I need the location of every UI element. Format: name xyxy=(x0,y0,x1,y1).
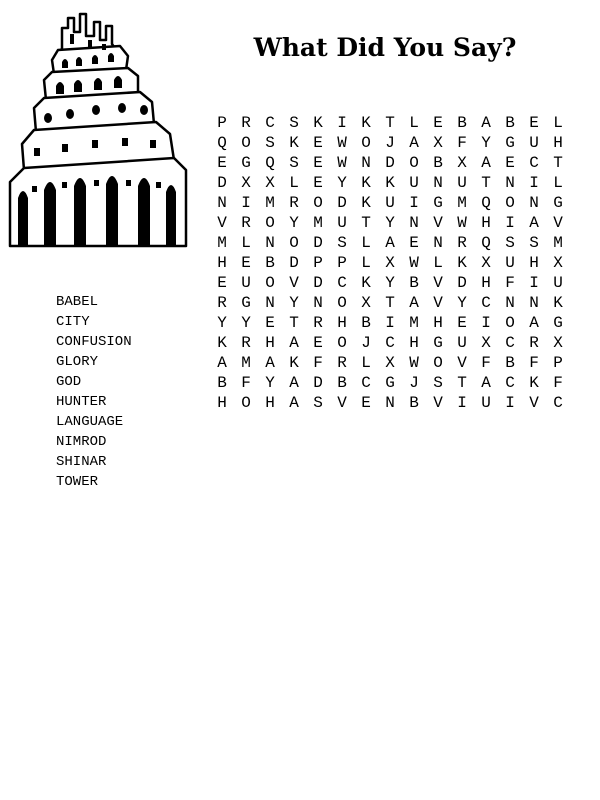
grid-cell: B xyxy=(409,274,419,292)
grid-cell: C xyxy=(361,374,371,392)
grid-cell: H xyxy=(481,274,491,292)
grid-cell: A xyxy=(529,314,539,332)
grid-cell: G xyxy=(433,334,443,352)
grid-row xyxy=(210,393,584,413)
grid-cell: Q xyxy=(481,194,491,212)
grid-cell: A xyxy=(409,294,419,312)
grid-cell: F xyxy=(481,354,491,372)
grid-cell: I xyxy=(337,114,347,132)
grid-cell: V xyxy=(433,214,443,232)
grid-cell: K xyxy=(289,354,299,372)
grid-cell: O xyxy=(241,394,251,412)
grid-cell: U xyxy=(481,394,491,412)
grid-cell: U xyxy=(457,334,467,352)
grid-cell: G xyxy=(553,194,563,212)
grid-cell: D xyxy=(457,274,467,292)
grid-cell: K xyxy=(361,174,371,192)
grid-cell: U xyxy=(409,174,419,192)
grid-cell: E xyxy=(433,114,443,132)
grid-cell: A xyxy=(481,154,491,172)
grid-row xyxy=(210,213,584,233)
grid-cell: T xyxy=(385,294,395,312)
grid-cell: K xyxy=(313,114,323,132)
grid-cell: D xyxy=(217,174,227,192)
grid-cell: E xyxy=(313,334,323,352)
grid-cell: H xyxy=(265,334,275,352)
grid-cell: W xyxy=(457,214,467,232)
grid-cell: H xyxy=(337,314,347,332)
grid-cell: S xyxy=(289,114,299,132)
word-list xyxy=(56,292,132,492)
grid-row xyxy=(210,293,584,313)
word-list-item: GOD xyxy=(56,374,82,390)
grid-cell: A xyxy=(289,334,299,352)
grid-cell: I xyxy=(385,314,395,332)
grid-cell: X xyxy=(361,294,371,312)
grid-cell: Q xyxy=(481,234,491,252)
grid-cell: H xyxy=(409,334,419,352)
grid-cell: V xyxy=(433,274,443,292)
grid-cell: V xyxy=(457,354,467,372)
grid-cell: S xyxy=(289,154,299,172)
grid-cell: O xyxy=(505,314,515,332)
grid-cell: P xyxy=(313,254,323,272)
grid-cell: L xyxy=(553,174,563,192)
grid-cell: Q xyxy=(217,134,227,152)
grid-cell: E xyxy=(313,174,323,192)
grid-cell: X xyxy=(481,254,491,272)
grid-cell: B xyxy=(505,354,515,372)
grid-cell: M xyxy=(457,194,467,212)
grid-cell: N xyxy=(505,174,515,192)
grid-cell: Q xyxy=(265,154,275,172)
grid-cell: D xyxy=(289,254,299,272)
grid-cell: X xyxy=(385,254,395,272)
grid-cell: Y xyxy=(265,374,275,392)
grid-cell: V xyxy=(433,294,443,312)
grid-row xyxy=(210,133,584,153)
grid-cell: N xyxy=(217,194,227,212)
word-list-item: TOWER xyxy=(56,474,99,490)
grid-cell: G xyxy=(241,154,251,172)
grid-cell: R xyxy=(241,334,251,352)
grid-cell: V xyxy=(337,394,347,412)
grid-row xyxy=(210,153,584,173)
grid-cell: Y xyxy=(457,294,467,312)
grid-cell: E xyxy=(217,274,227,292)
grid-cell: J xyxy=(409,374,419,392)
grid-cell: D xyxy=(313,374,323,392)
grid-cell: V xyxy=(529,394,539,412)
grid-cell: L xyxy=(409,114,419,132)
grid-cell: L xyxy=(553,114,563,132)
grid-cell: J xyxy=(385,134,395,152)
grid-cell: B xyxy=(409,394,419,412)
grid-cell: E xyxy=(529,114,539,132)
grid-cell: B xyxy=(457,114,467,132)
grid-cell: A xyxy=(529,214,539,232)
grid-cell: L xyxy=(289,174,299,192)
grid-cell: D xyxy=(313,234,323,252)
word-list-item: HUNTER xyxy=(56,394,107,410)
grid-cell: X xyxy=(481,334,491,352)
grid-cell: W xyxy=(337,134,347,152)
grid-cell: U xyxy=(529,134,539,152)
grid-cell: N xyxy=(361,154,371,172)
grid-cell: A xyxy=(289,374,299,392)
grid-cell: H xyxy=(217,394,227,412)
grid-cell: I xyxy=(505,214,515,232)
grid-cell: O xyxy=(409,154,419,172)
grid-cell: B xyxy=(337,374,347,392)
grid-cell: S xyxy=(505,234,515,252)
grid-cell: C xyxy=(529,154,539,172)
grid-row xyxy=(210,233,584,253)
grid-cell: L xyxy=(361,234,371,252)
grid-cell: O xyxy=(337,294,347,312)
grid-cell: S xyxy=(433,374,443,392)
grid-cell: X xyxy=(241,174,251,192)
word-list-item: NIMROD xyxy=(56,434,107,450)
grid-cell: A xyxy=(289,394,299,412)
grid-cell: A xyxy=(409,134,419,152)
grid-cell: X xyxy=(385,354,395,372)
word-list-item: BABEL xyxy=(56,294,99,310)
word-list-item: GLORY xyxy=(56,354,99,370)
grid-cell: S xyxy=(313,394,323,412)
grid-cell: B xyxy=(433,154,443,172)
grid-cell: C xyxy=(385,334,395,352)
grid-cell: O xyxy=(313,194,323,212)
grid-cell: B xyxy=(505,114,515,132)
grid-cell: B xyxy=(361,314,371,332)
grid-cell: R xyxy=(457,234,467,252)
grid-cell: N xyxy=(265,294,275,312)
grid-cell: Y xyxy=(217,314,227,332)
grid-cell: A xyxy=(481,374,491,392)
grid-cell: W xyxy=(337,154,347,172)
grid-cell: T xyxy=(481,174,491,192)
grid-cell: C xyxy=(265,114,275,132)
grid-cell: N xyxy=(505,294,515,312)
grid-cell: K xyxy=(457,254,467,272)
grid-cell: U xyxy=(505,254,515,272)
grid-cell: K xyxy=(385,174,395,192)
word-list-item: SHINAR xyxy=(56,454,107,470)
grid-cell: U xyxy=(241,274,251,292)
grid-cell: N xyxy=(385,394,395,412)
grid-cell: X xyxy=(553,334,563,352)
grid-cell: R xyxy=(313,314,323,332)
grid-cell: X xyxy=(457,154,467,172)
grid-row xyxy=(210,173,584,193)
grid-cell: V xyxy=(289,274,299,292)
grid-cell: G xyxy=(553,314,563,332)
grid-cell: H xyxy=(529,254,539,272)
grid-cell: M xyxy=(241,354,251,372)
grid-cell: P xyxy=(337,254,347,272)
grid-cell: X xyxy=(265,174,275,192)
grid-cell: L xyxy=(361,254,371,272)
grid-cell: E xyxy=(241,254,251,272)
grid-cell: D xyxy=(385,154,395,172)
grid-cell: V xyxy=(553,214,563,232)
grid-cell: H xyxy=(553,134,563,152)
grid-cell: I xyxy=(457,394,467,412)
grid-cell: P xyxy=(553,354,563,372)
grid-cell: W xyxy=(409,354,419,372)
grid-cell: E xyxy=(361,394,371,412)
grid-cell: A xyxy=(481,114,491,132)
grid-cell: I xyxy=(505,394,515,412)
grid-cell: E xyxy=(457,314,467,332)
grid-cell: O xyxy=(289,234,299,252)
grid-cell: T xyxy=(553,154,563,172)
grid-cell: E xyxy=(409,234,419,252)
grid-cell: S xyxy=(265,134,275,152)
grid-cell: G xyxy=(505,134,515,152)
grid-cell: O xyxy=(337,334,347,352)
grid-cell: N xyxy=(529,194,539,212)
grid-cell: T xyxy=(361,214,371,232)
grid-row xyxy=(210,313,584,333)
grid-cell: G xyxy=(433,194,443,212)
grid-cell: K xyxy=(553,294,563,312)
grid-cell: C xyxy=(481,294,491,312)
grid-cell: N xyxy=(265,234,275,252)
word-list-item: LANGUAGE xyxy=(56,414,124,430)
grid-cell: U xyxy=(337,214,347,232)
grid-cell: M xyxy=(313,214,323,232)
grid-cell: T xyxy=(289,314,299,332)
grid-cell: C xyxy=(505,334,515,352)
grid-cell: O xyxy=(265,214,275,232)
grid-cell: L xyxy=(361,354,371,372)
grid-cell: K xyxy=(289,134,299,152)
grid-cell: U xyxy=(385,194,395,212)
grid-cell: F xyxy=(313,354,323,372)
grid-cell: R xyxy=(337,354,347,372)
grid-row xyxy=(210,273,584,293)
grid-cell: Y xyxy=(385,274,395,292)
grid-cell: N xyxy=(409,214,419,232)
word-list-item: CONFUSION xyxy=(56,334,132,350)
grid-cell: F xyxy=(457,134,467,152)
grid-cell: R xyxy=(217,294,227,312)
grid-cell: G xyxy=(385,374,395,392)
grid-cell: K xyxy=(529,374,539,392)
grid-cell: D xyxy=(337,194,347,212)
grid-cell: U xyxy=(553,274,563,292)
grid-cell: K xyxy=(361,114,371,132)
grid-cell: U xyxy=(457,174,467,192)
grid-cell: I xyxy=(529,174,539,192)
grid-row xyxy=(210,353,584,373)
grid-cell: P xyxy=(217,114,227,132)
grid-cell: Y xyxy=(289,294,299,312)
grid-cell: W xyxy=(409,254,419,272)
grid-cell: N xyxy=(529,294,539,312)
grid-cell: R xyxy=(529,334,539,352)
grid-cell: L xyxy=(241,234,251,252)
grid-cell: N xyxy=(433,174,443,192)
grid-cell: Y xyxy=(481,134,491,152)
grid-cell: H xyxy=(265,394,275,412)
grid-cell: G xyxy=(241,294,251,312)
grid-cell: N xyxy=(313,294,323,312)
grid-cell: M xyxy=(553,234,563,252)
grid-cell: T xyxy=(457,374,467,392)
grid-cell: O xyxy=(505,194,515,212)
grid-cell: C xyxy=(505,374,515,392)
grid-cell: B xyxy=(217,374,227,392)
grid-cell: V xyxy=(217,214,227,232)
grid-cell: O xyxy=(361,134,371,152)
grid-cell: I xyxy=(241,194,251,212)
grid-cell: A xyxy=(217,354,227,372)
grid-cell: S xyxy=(337,234,347,252)
grid-row xyxy=(210,373,584,393)
grid-cell: F xyxy=(553,374,563,392)
grid-cell: E xyxy=(313,154,323,172)
grid-cell: F xyxy=(529,354,539,372)
grid-cell: I xyxy=(409,194,419,212)
word-list-item: CITY xyxy=(56,314,90,330)
grid-cell: O xyxy=(241,134,251,152)
grid-cell: M xyxy=(217,234,227,252)
grid-cell: E xyxy=(313,134,323,152)
grid-cell: C xyxy=(553,394,563,412)
grid-cell: Y xyxy=(289,214,299,232)
page-title: What Did You Say? xyxy=(253,33,517,62)
grid-cell: V xyxy=(433,394,443,412)
grid-cell: A xyxy=(265,354,275,372)
word-search-grid xyxy=(210,113,584,413)
grid-cell: H xyxy=(217,254,227,272)
grid-cell: J xyxy=(361,334,371,352)
grid-cell: F xyxy=(241,374,251,392)
grid-cell: C xyxy=(337,274,347,292)
grid-cell: F xyxy=(505,274,515,292)
grid-cell: S xyxy=(529,234,539,252)
grid-row xyxy=(210,333,584,353)
grid-cell: I xyxy=(481,314,491,332)
grid-cell: E xyxy=(217,154,227,172)
grid-row xyxy=(210,113,584,133)
tower-of-babel-icon xyxy=(4,10,188,250)
grid-cell: X xyxy=(433,134,443,152)
grid-cell: Y xyxy=(385,214,395,232)
grid-cell: E xyxy=(265,314,275,332)
grid-cell: K xyxy=(361,194,371,212)
grid-cell: I xyxy=(529,274,539,292)
grid-cell: D xyxy=(313,274,323,292)
grid-cell: K xyxy=(217,334,227,352)
grid-cell: A xyxy=(385,234,395,252)
grid-cell: N xyxy=(433,234,443,252)
grid-cell: R xyxy=(289,194,299,212)
grid-cell: M xyxy=(265,194,275,212)
grid-row xyxy=(210,193,584,213)
grid-cell: B xyxy=(265,254,275,272)
grid-cell: H xyxy=(433,314,443,332)
grid-cell: R xyxy=(241,114,251,132)
grid-cell: H xyxy=(481,214,491,232)
grid-cell: K xyxy=(361,274,371,292)
grid-cell: Y xyxy=(241,314,251,332)
grid-cell: O xyxy=(433,354,443,372)
grid-cell: L xyxy=(433,254,443,272)
grid-cell: O xyxy=(265,274,275,292)
grid-cell: M xyxy=(409,314,419,332)
grid-cell: E xyxy=(505,154,515,172)
grid-row xyxy=(210,253,584,273)
grid-cell: R xyxy=(241,214,251,232)
grid-cell: X xyxy=(553,254,563,272)
grid-cell: Y xyxy=(337,174,347,192)
grid-cell: T xyxy=(385,114,395,132)
